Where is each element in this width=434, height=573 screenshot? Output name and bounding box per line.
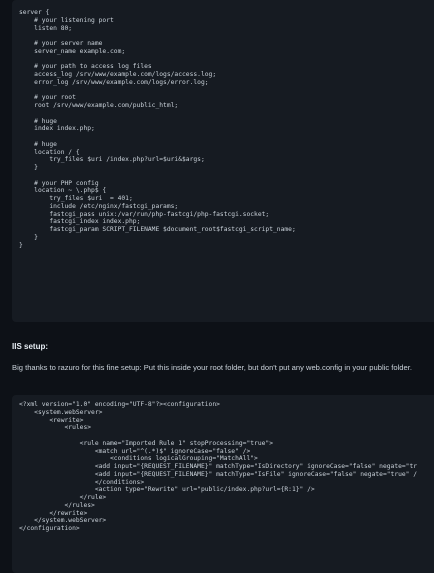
iis-code-line: <system.webServer> — [19, 408, 103, 416]
nginx-code-line: fastcgi_param SCRIPT_FILENAME $document_root$fastcgi_script_name; — [19, 226, 296, 233]
iis-code-line: </conditions> — [19, 478, 145, 486]
nginx-code-line: # huge — [19, 140, 57, 148]
iis-code-line: <match url="^(.*)$" ignoreCase="false" /> — [19, 447, 251, 455]
nginx-code-line: try_files $uri /index.php?url=$uri&$args; — [19, 156, 205, 164]
iis-code-line: <rewrite> — [19, 416, 84, 424]
nginx-code-line — [19, 87, 296, 95]
nginx-code-line: fastcgi_pass unix:/var/run/php-fastcgi/php-fastcgi.socket; — [19, 210, 270, 218]
iis-code-line: <rule name="Imported Rule 1" stopProcessing="true"> — [19, 439, 274, 447]
nginx-code-line: # your PHP config — [19, 179, 99, 187]
nginx-code-line: server { — [19, 9, 50, 16]
iis-config-lines — [19, 401, 417, 533]
nginx-code-line: # your path to access log files — [19, 63, 152, 71]
nginx-code-line: fastcgi_index index.php; — [19, 218, 141, 226]
nginx-config-lines — [19, 9, 296, 249]
iis-code-line: <rules> — [19, 424, 92, 432]
iis-code-line: <action type="Rewrite" url="public/index.php?url={R:1}" /> — [19, 486, 315, 494]
iis-code-line — [19, 432, 417, 440]
nginx-code-line — [19, 110, 296, 118]
nginx-code-line: server_name example.com; — [19, 47, 126, 55]
iis-setup-heading: IIS setup: — [12, 342, 49, 351]
nginx-code-line: # your root — [19, 94, 76, 102]
iis-code-line: </rule> — [19, 494, 107, 501]
nginx-code-line: try_files $uri = 401; — [19, 195, 133, 202]
nginx-code-line: location ~ \.php$ { — [19, 187, 107, 195]
nginx-code-line — [19, 32, 296, 40]
nginx-config-code-block[interactable] — [12, 0, 434, 322]
nginx-code-line: # your listening port — [19, 16, 114, 24]
nginx-code-line: # huge — [19, 117, 57, 125]
nginx-code-line — [19, 133, 296, 141]
nginx-code-line: root /srv/www/example.com/public_html; — [19, 102, 179, 109]
iis-code-line: </configuration> — [19, 525, 80, 532]
iis-code-line: <add input="{REQUEST_FILENAME}" matchType="IsFile" ignoreCase="false" negate="true" / — [19, 470, 418, 478]
nginx-code-line: # your server name — [19, 40, 103, 47]
nginx-code-line: listen 80; — [19, 24, 73, 32]
nginx-code-line — [19, 56, 296, 64]
nginx-code-line: location / { — [19, 148, 80, 156]
nginx-code-line: } — [19, 233, 38, 241]
nginx-code-line: } — [19, 164, 38, 171]
nginx-code-line: error_log /srv/www/example.com/logs/error.log; — [19, 78, 209, 86]
nginx-code-line: access_log /srv/www/example.com/logs/access.log; — [19, 71, 217, 78]
nginx-code-line: include /etc/nginx/fastcgi_params; — [19, 202, 179, 210]
iis-code-line: </rules> — [19, 501, 95, 509]
nginx-code-line: index index.php; — [19, 125, 95, 133]
iis-web-config-code-block[interactable] — [12, 395, 434, 573]
nginx-code-line: } — [19, 241, 23, 249]
nginx-code-line — [19, 172, 296, 180]
iis-code-line: <conditions logicalGrouping="MatchAll"> — [19, 455, 258, 463]
iis-code-line: </system.webServer> — [19, 517, 107, 525]
iis-setup-description: Big thanks to razuro for this fine setup: Put this inside your root folder, but don't put any web.config in your public folder. — [12, 363, 412, 372]
iis-code-line: <?xml version="1.0" encoding="UTF-8"?><configuration> — [19, 401, 220, 408]
iis-code-line: <add input="{REQUEST_FILENAME}" matchType="IsDirectory" ignoreCase="false" negate="tr — [19, 463, 418, 470]
iis-code-line: </rewrite> — [19, 509, 88, 517]
